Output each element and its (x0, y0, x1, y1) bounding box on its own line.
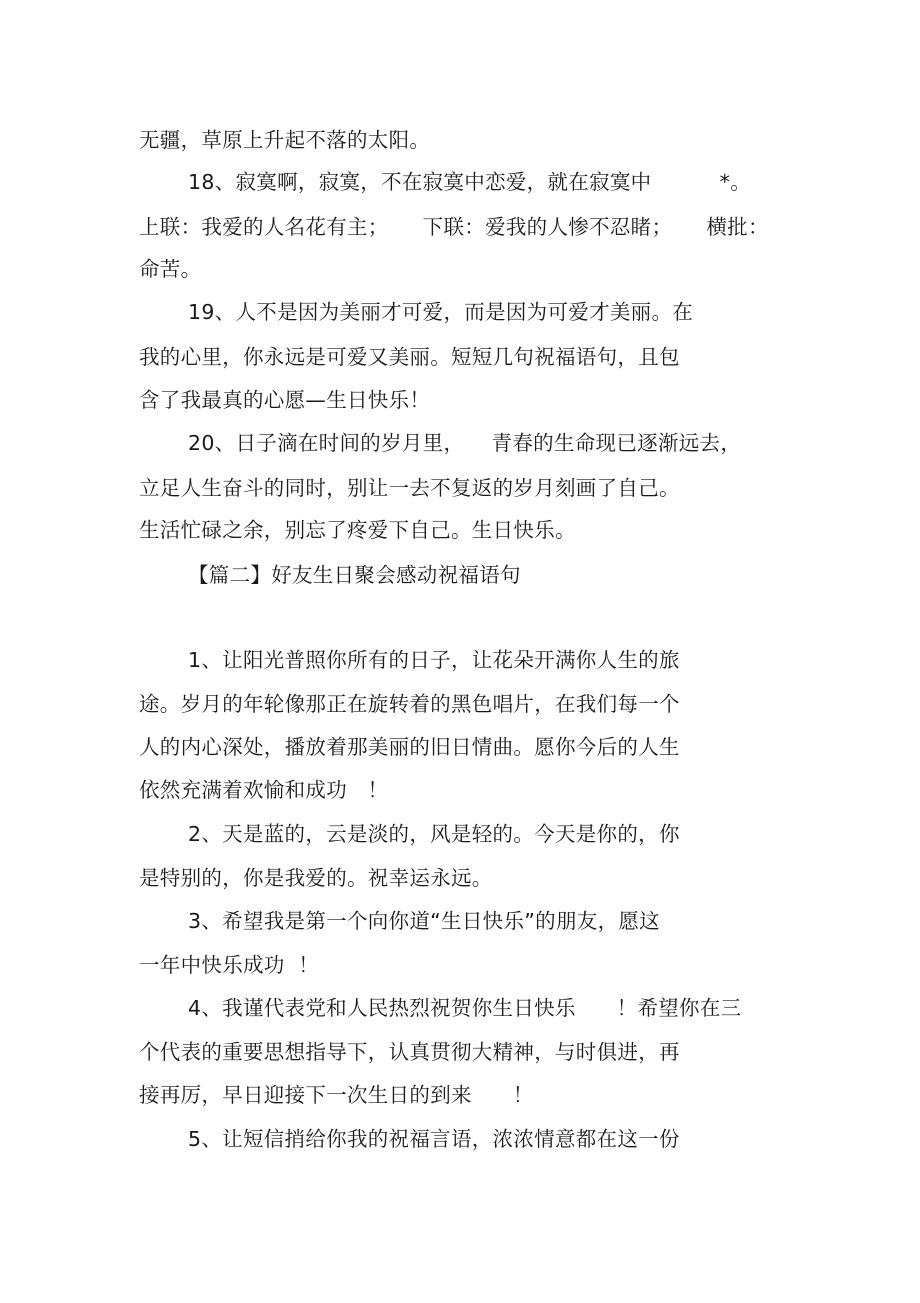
text-line: 20、日子滴在时间的岁月里， 青春的生命现已逐渐远去， (188, 431, 742, 455)
text-line: 生活忙碌之余，别忘了疼爱下自己。生日快乐。 (139, 518, 576, 542)
text-line: 依然充满着欢愉和成功 ！ (139, 778, 389, 802)
text-line: 个代表的重要思想指导下，认真贯彻大精神，与时俱进，再 (139, 1040, 680, 1064)
text-line: 一年中快乐成功 ！ (139, 953, 320, 977)
text-line: 人的内心深处，播放着那美丽的旧日情曲。愿你今后的人生 (139, 735, 680, 759)
text-line: 3、希望我是第一个向你道“生日快乐”的朋友，愿这 (188, 909, 660, 933)
text-line: 2、天是蓝的，云是淡的，风是轻的。今天是你的，你 (188, 822, 680, 846)
text-line: 无疆，草原上升起不落的太阳。 (139, 128, 431, 152)
text-line: 19、人不是因为美丽才可爱，而是因为可爱才美丽。在 (188, 300, 694, 324)
text-line: 18、寂寞啊，寂寞，不在寂寞中恋爱，就在寂寞中 *。 (188, 170, 751, 194)
text-line: 是特别的，你是我爱的。祝幸运永远。 (139, 866, 493, 890)
text-line: 5、让短信捎给你我的祝福言语，浓浓情意都在这一份 (188, 1127, 680, 1151)
text-line: 立足人生奋斗的同时，别让一去不复返的岁月刻画了自己。 (139, 476, 680, 500)
text-line: 接再厉，早日迎接下一次生日的到来 ！ (139, 1083, 534, 1107)
text-line: 上联：我爱的人名花有主； 下联：爱我的人惨不忍睹； 横批： (139, 215, 769, 239)
text-line: 途。岁月的年轮像那正在旋转着的黑色唱片，在我们每一个 (139, 692, 680, 716)
section-heading: 【篇二】好友生日聚会感动祝福语句 (188, 563, 521, 587)
text-line: 4、我谨代表党和人民热烈祝贺你生日快乐 ！希望你在三 (188, 996, 742, 1020)
text-line: 命苦。 (139, 257, 202, 281)
text-line: 1、让阳光普照你所有的日子，让花朵开满你人生的旅 (188, 648, 680, 672)
text-line: 我的心里，你永远是可爱又美丽。短短几句祝福语句，且包 (139, 345, 680, 369)
text-line: 含了我最真的心愿—生日快乐！ (139, 388, 431, 412)
